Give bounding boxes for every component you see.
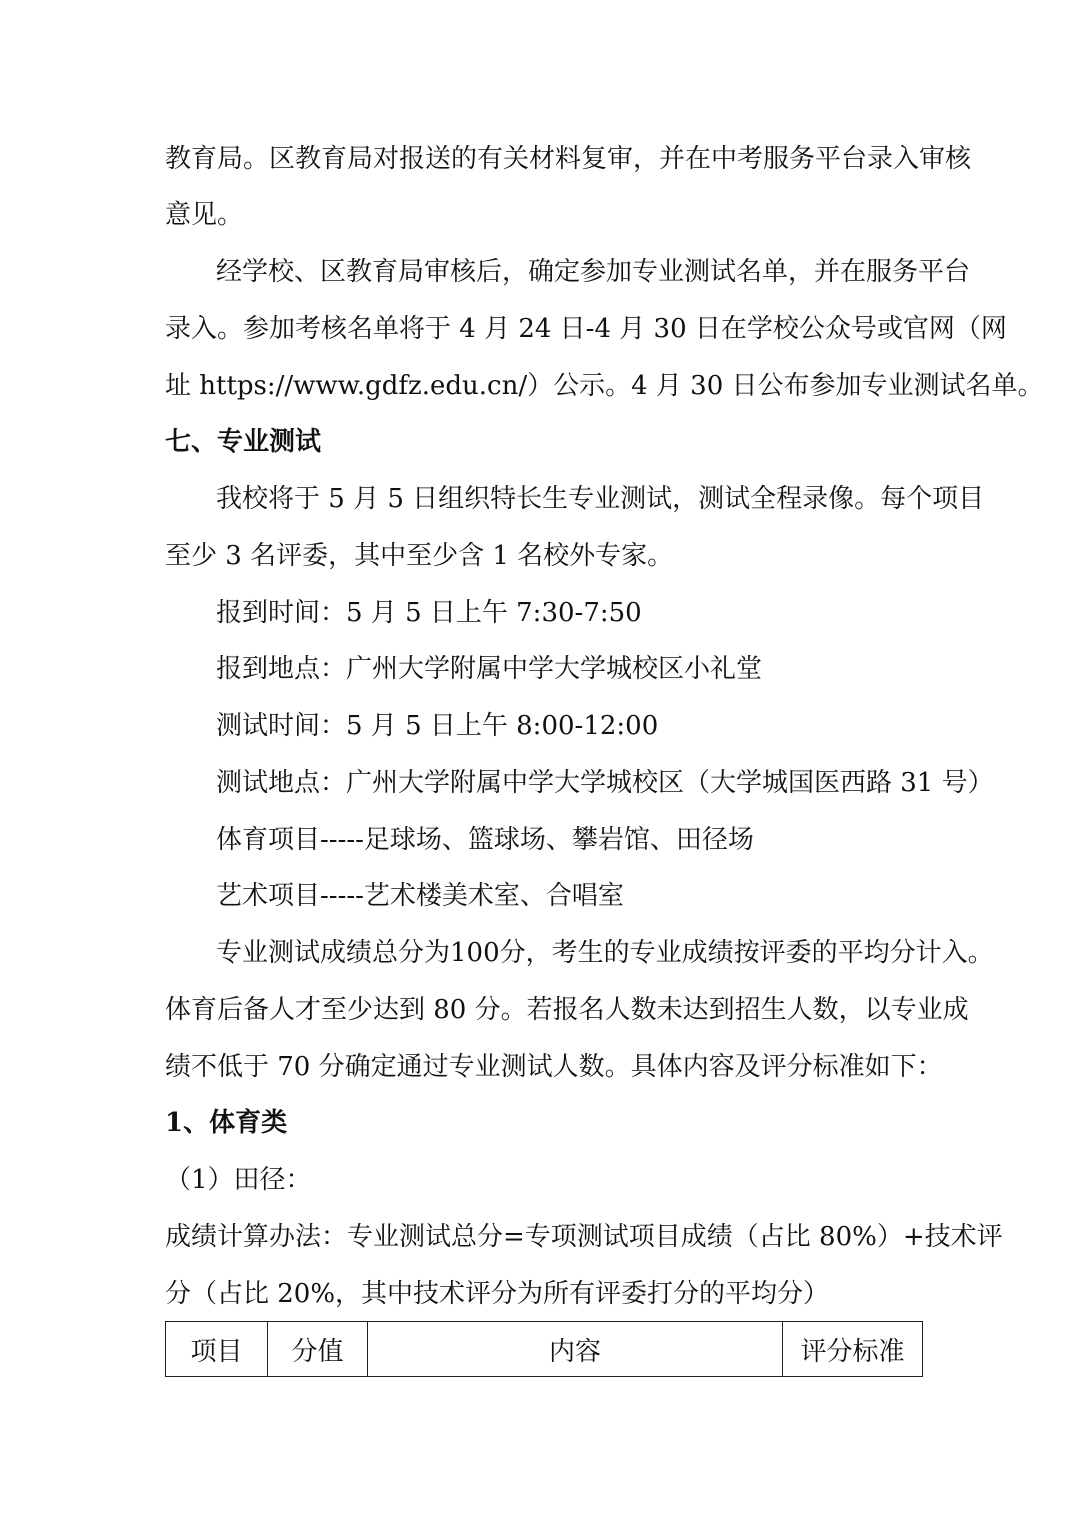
paragraph-line: 至少 3 名评委，其中至少含 1 名校外专家。 xyxy=(165,541,674,571)
paragraph-line: 录入。参加考核名单将于 4 月 24 日-4 月 30 日在学校公众号或官网（网 xyxy=(165,314,1007,344)
paragraph-line: 成绩计算办法：专业测试总分=专项测试项目成绩（占比 80%）+技术评 xyxy=(165,1222,1003,1252)
paragraph-line: 址 https://www.gdfz.edu.cn/）公示。4 月 30 日公布参加专业测试名单。 xyxy=(165,371,1044,401)
paragraph-line: 我校将于 5 月 5 日组织特长生专业测试，测试全程录像。每个项目 xyxy=(216,484,985,514)
paragraph-line: 经学校、区教育局审核后，确定参加专业测试名单，并在服务平台 xyxy=(216,257,971,287)
section-heading: 七、专业测试 xyxy=(165,427,322,457)
table-header-cell: 分值 xyxy=(268,1322,368,1377)
table-header-cell: 内容 xyxy=(368,1322,783,1377)
paragraph-line: 体育后备人才至少达到 80 分。若报名人数未达到招生人数，以专业成 xyxy=(165,995,969,1025)
paragraph-line: 绩不低于 70 分确定通过专业测试人数。具体内容及评分标准如下： xyxy=(165,1052,943,1082)
sports-venues: 体育项目-----足球场、篮球场、攀岩馆、田径场 xyxy=(216,825,754,855)
table-header-cell: 评分标准 xyxy=(783,1322,923,1377)
scoring-table xyxy=(165,1321,923,1377)
table-header-row xyxy=(166,1322,923,1377)
subsection-heading: 1、体育类 xyxy=(165,1108,288,1138)
paragraph-line: 意见。 xyxy=(165,200,244,230)
art-venues: 艺术项目-----艺术楼美术室、合唱室 xyxy=(216,881,624,911)
paragraph-line: 教育局。区教育局对报送的有关材料复审，并在中考服务平台录入审核 xyxy=(165,144,972,174)
test-time: 测试时间：5 月 5 日上午 8:00-12:00 xyxy=(216,711,659,741)
table-header-cell: 项目 xyxy=(166,1322,268,1377)
test-location: 测试地点：广州大学附属中学大学城校区（大学城国医西路 31 号） xyxy=(216,768,994,798)
checkin-time: 报到时间：5 月 5 日上午 7:30-7:50 xyxy=(216,598,642,628)
checkin-location: 报到地点：广州大学附属中学大学城校区小礼堂 xyxy=(216,654,763,684)
item-heading: （1）田径： xyxy=(165,1165,312,1195)
paragraph-line: 专业测试成绩总分为100分，考生的专业成绩按评委的平均分计入。 xyxy=(216,938,994,968)
paragraph-line: 分（占比 20%，其中技术评分为所有评委打分的平均分） xyxy=(165,1279,830,1309)
